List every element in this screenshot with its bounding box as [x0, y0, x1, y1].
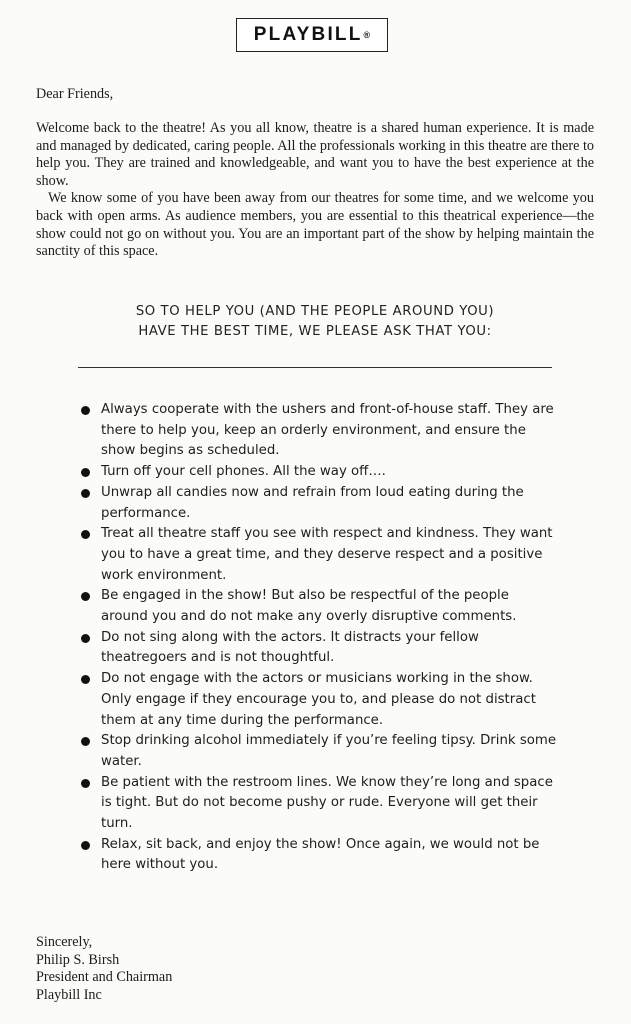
guideline-item: [80, 835, 558, 876]
bullet-icon: [81, 737, 90, 746]
guideline-text: Relax, sit back, and enjoy the show! Once again, we would not be here without you.: [101, 836, 540, 873]
guideline-text: Do not engage with the actors or musicians working in the show. Only engage if they encourage you to, and please do not distract them at any time during the performance.: [101, 671, 536, 728]
guideline-item: [80, 628, 558, 669]
bullet-icon: [81, 468, 90, 477]
guideline-item: [80, 731, 558, 772]
guideline-text: Do not sing along with the actors. It distracts your fellow theatregoers and is not thoughtful.: [101, 629, 479, 666]
guideline-text: Turn off your cell phones. All the way off….: [101, 464, 386, 480]
guideline-text: Be engaged in the show! But also be respectful of the people around you and do not make any overly disruptive comments.: [101, 588, 517, 625]
bullet-icon: [81, 406, 90, 415]
guideline-item: [80, 462, 558, 483]
guideline-item: [80, 586, 558, 627]
guideline-text: Be patient with the restroom lines. We know they’re long and space is tight. But do not become pushy or rude. Everyone will get their turn.: [101, 774, 553, 832]
bullet-icon: [81, 489, 90, 498]
signature-block: [36, 934, 172, 1004]
signer-name: Philip S. Birsh: [36, 951, 120, 968]
guideline-text: Stop drinking alcohol immediately if you’re feeling tipsy. Drink some water.: [101, 733, 557, 769]
guideline-text: Unwrap all candies now and refrain from loud eating during the performance.: [101, 484, 524, 521]
guideline-item: [80, 669, 558, 731]
bullet-icon: [81, 530, 90, 539]
closing: Sincerely,: [36, 934, 93, 950]
salutation: Dear Friends,: [36, 86, 114, 102]
guidelines-list: [80, 400, 558, 876]
request-heading: [60, 302, 570, 342]
signer-title: President and Chairman: [36, 969, 173, 986]
logo-text: PLAYBILL: [253, 24, 363, 45]
letter-paragraph: Welcome back to the theatre! As you all know, theatre is a shared human experience. It is made and managed by dedicated, caring people. All the professionals working in this theatre are there to help you. They are trained and knowledgeable, and want you to have the best experience at the show.: [36, 120, 594, 189]
guideline-item: [80, 524, 558, 586]
guideline-item: [80, 483, 558, 524]
request-heading-line: SO TO HELP YOU (AND THE PEOPLE AROUND YOU): [135, 304, 495, 319]
guideline-item: [80, 773, 558, 835]
bullet-icon: [81, 675, 90, 684]
bullet-icon: [81, 634, 90, 643]
bullet-icon: [81, 779, 90, 788]
bullet-icon: [81, 592, 90, 601]
guideline-item: [80, 400, 558, 462]
playbill-logo: [236, 18, 388, 52]
guideline-text: Always cooperate with the ushers and front-of-house staff. They are there to help you, keep an orderly environment, and ensure the show begins as scheduled.: [101, 402, 554, 459]
request-heading-line: HAVE THE BEST TIME, WE PLEASE ASK THAT YOU:: [138, 324, 492, 339]
signer-company: Playbill Inc: [36, 986, 102, 1003]
letter-paragraph: We know some of you have been away from our theatres for some time, and we welcome you back with open arms. As audience members, you are essential to this theatrical experience—the show could not go on without you. You are an important part of the show by helping maintain the sanctity of this space.: [36, 190, 594, 260]
bullet-icon: [81, 841, 90, 850]
divider: [78, 367, 552, 368]
guideline-text: Treat all theatre staff you see with respect and kindness. They want you to have a great time, and they deserve respect and a positive work environment.: [101, 526, 553, 583]
registered-mark: ®: [363, 30, 371, 40]
letter-body: [36, 120, 594, 261]
